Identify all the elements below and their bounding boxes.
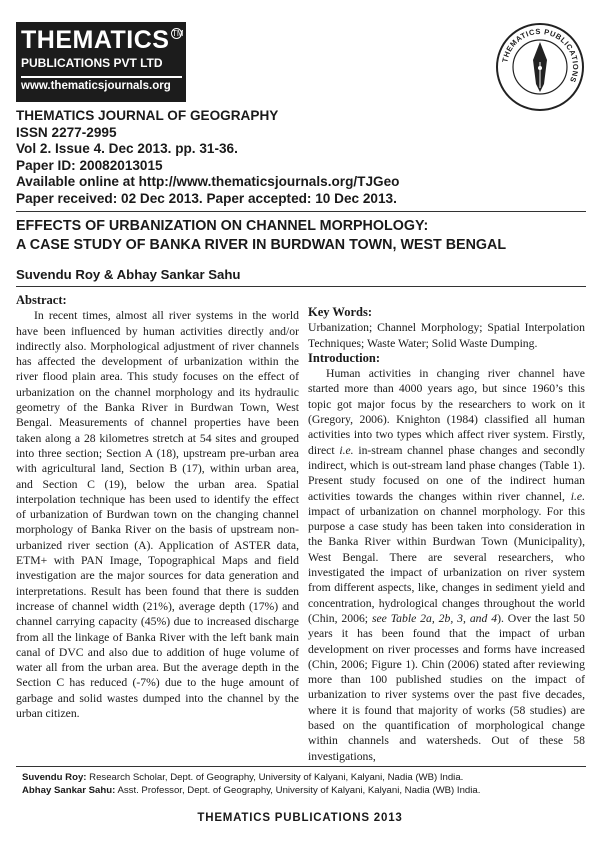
affiliation-sahu xyxy=(22,784,582,797)
publisher-logo xyxy=(16,22,186,102)
article-authors: Suvendu Roy & Abhay Sankar Sahu xyxy=(16,267,241,282)
paper-id: Paper ID: 20082013015 xyxy=(16,157,163,173)
left-column xyxy=(16,293,299,721)
introduction-text xyxy=(308,366,585,764)
affiliation-text: Asst. Professor, Dept. of Geography, University of Kalyani, Kalyani, Nadia (WB) India. xyxy=(115,785,481,796)
introduction-heading: Introduction: xyxy=(308,350,381,365)
intro-ie-2: i.e. xyxy=(570,489,585,503)
affiliation-roy xyxy=(22,771,582,784)
seal-text: THEMATICS PUBLICATIONS xyxy=(500,26,581,85)
intro-see-table: see Table 2a, 2b, 3, and 4 xyxy=(371,611,498,625)
abstract-text: In recent times, almost all river systems in the world have been influenced by human activities directly and/or indirectly also. Morphological adjustment of river channels has affected the development of urbanization within the river flood plain area. This study focuses on the effect of urbanization on the channel morphology and its hydraulic geometry of the Banka River in Burdwan Town, West Bengal. Measurements of channel properties have been taken along a 28 kilometres stretch at 54 sites and grouped into three section; Section A (18), upstream pre-urban area with agricultural land, Section B (17), within urban area, and Section C (19), below the urban area. Spatial interpolation technique has been used to identify the effect of urbanization of Burdwan town on the changing channel morphology of Banka River on the basis of upstream non-urbanized river section (A). Application of ASTER data, ETM+ with PAN Image, Topographical Maps and field investigation are the major sources for data generation and interpretations. Result has been found that there is sudden increase of channel width (21%), average depth (17%) and channel carrying capacity (45%) due to increased discharge from all the linkage of Banka River with the left bank main canal of DVC and also due to addition of huge volume of water all from the urban area. But the average depth in the Section C has reduced (-7%) due to the huge amount of garbage and solid wastes dumped into the channel by the urban citizen. xyxy=(16,309,299,721)
journal-name: THEMATICS JOURNAL OF GEOGRAPHY xyxy=(16,108,279,123)
available-online: Available online at http://www.thematicsjournals.org/TJGeo xyxy=(16,174,400,190)
header-divider xyxy=(16,211,586,212)
paper-dates: Paper received: 02 Dec 2013. Paper accepted: 10 Dec 2013. xyxy=(16,190,397,206)
right-column xyxy=(308,305,585,764)
keywords-heading: Key Words: xyxy=(308,305,373,319)
publisher-seal-icon xyxy=(495,22,585,112)
footnote-divider xyxy=(16,766,586,767)
logo-subtitle: PUBLICATIONS PVT LTD xyxy=(21,56,163,70)
authors-divider xyxy=(16,286,586,287)
intro-part-2: in-stream channel phase changes and secondly indirect, which is out-stream land phase changes (Table 1). Present study focused on one of the indirect human activities towards the changes within river channel, xyxy=(308,443,586,503)
abstract-heading: Abstract: xyxy=(16,293,67,307)
logo-title: THEMATICS xyxy=(21,26,170,54)
author-affiliations xyxy=(22,771,582,797)
affiliation-text: Research Scholar, Dept. of Geography, University of Kalyani, Kalyani, Nadia (WB) India. xyxy=(86,772,464,783)
affiliation-name: Suvendu Roy: xyxy=(22,772,87,783)
intro-part-3: impact of urbanization on channel morphology. For this purpose a case study has been taken into consideration in the Banka River within Burdwan Town (Municipality), West Bengal. There are several researchers, who investigated the impact of urbanization on river system from different aspects, like, changes in sediment yield and concentration, hydrological changes throughout the world (Chin, 2006; xyxy=(308,504,585,625)
intro-ie-1: i.e. xyxy=(339,443,354,457)
journal-info xyxy=(16,108,576,208)
title-line-1: EFFECTS OF URBANIZATION ON CHANNEL MORPHOLOGY: xyxy=(16,218,429,234)
title-line-2: A CASE STUDY OF BANKA RIVER IN BURDWAN TOWN, WEST BENGAL xyxy=(16,237,507,253)
keywords-text: Urbanization; Channel Morphology; Spatial Interpolation Techniques; Waste Water; Solid Waste Dumping. xyxy=(308,321,585,350)
trademark-icon: TM xyxy=(172,29,184,38)
intro-part-1: Human activities in changing river channel have started more than 4000 years ago, but since 1960’s this topic got major focus by the researchers to work on it (Gregory, 2006). Knighton (1984) classified all human activities into two types which affect river system. Firstly, direct xyxy=(308,367,585,457)
affiliation-name: Abhay Sankar Sahu: xyxy=(22,785,116,796)
journal-issn: ISSN 2277-2995 xyxy=(16,124,117,140)
logo-url: www.thematicsjournals.org xyxy=(21,76,182,93)
article-title xyxy=(16,217,591,255)
page-footer: THEMATICS PUBLICATIONS 2013 xyxy=(197,812,403,824)
intro-part-4: ). Over the last 50 years it has been found that the impact of urban development on river processes and forms have increased (Chin, 2006; Figure 1). Chin (2006) stated after reviewing more than 100 published studies on the impact of urbanization to river systems over the past five decades, where it is found that majority of works (58 studies) are based on the quantification of morphological change within channels and watersheds. Out of these 58 investigations, xyxy=(308,611,585,763)
journal-volume: Vol 2. Issue 4. Dec 2013. pp. 31-36. xyxy=(16,141,238,157)
